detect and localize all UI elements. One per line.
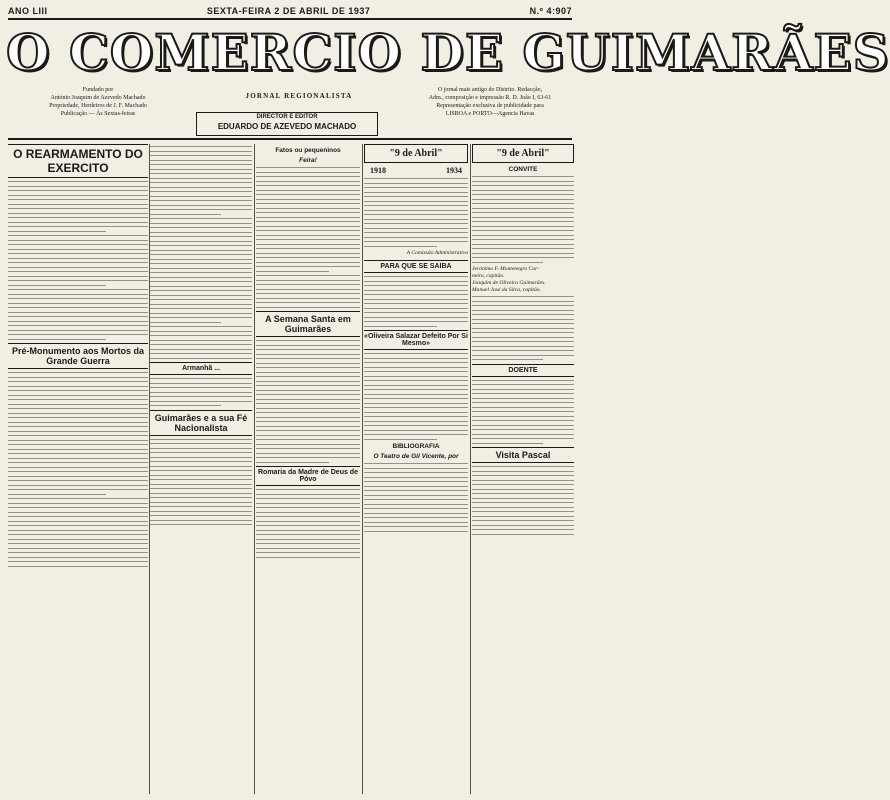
column-separator (470, 144, 471, 794)
article-headline: «Oliveira Salazar Defeito Por Si Mesmo» (364, 330, 468, 350)
right-note-4: LISBOA e PORTO—Agencia Havas (445, 111, 535, 117)
subhead-right (408, 86, 572, 118)
article-body (364, 178, 468, 247)
signer-line: Manuel José da Silva, capitão. (472, 287, 541, 293)
proprietors: Propriedade, Herdeiros de J. F. Machado (49, 103, 147, 109)
signer-line: neiro, capitão. (472, 273, 505, 279)
article-body (150, 378, 252, 406)
masthead-title: O COMERCIO DE GUIMARÃES (6, 23, 890, 82)
article-body (8, 372, 148, 567)
signoff: A Comissão Administrativa (406, 250, 468, 256)
director-label: DIRECTOR E EDITOR (256, 114, 318, 120)
director-box (196, 112, 378, 136)
publication-day: Publicação — Ás Sextas-feiras (60, 111, 136, 117)
article-kicker: O Teatro de Gil Vicente, por (373, 453, 459, 460)
article-headline: Pré-Monumento aos Mortos da Grande Guerra (8, 343, 148, 369)
article-headline: CONVITE (508, 166, 538, 173)
column-5 (472, 144, 574, 796)
year-start: 1918 (370, 166, 386, 175)
column-separator (362, 144, 363, 794)
article-body (472, 380, 574, 444)
article-body (256, 340, 360, 463)
article-body (472, 176, 574, 263)
signer-line: Joaquim de Oliveira Guimarães. (472, 280, 546, 286)
column-separator (254, 144, 255, 794)
article-body (364, 276, 468, 327)
date-line: SEXTA-FEIRA 2 DE ABRIL DE 1937 (206, 6, 371, 16)
article-headline: PARA QUE SE SAIBA (364, 260, 468, 273)
issue-number: N.º 4:907 (529, 6, 572, 16)
header-top-line (8, 4, 572, 20)
right-note-2: Adm., composição e impressão R. D. João I, 63-61 (428, 95, 552, 101)
article-body (472, 466, 574, 535)
article-headline: Romaria da Madre de Deus de Póvo (256, 466, 360, 486)
article-headline: A Semana Santa em Guimarães (256, 311, 360, 337)
date-box-row (364, 144, 468, 163)
article-body (150, 439, 252, 526)
years-row (364, 166, 468, 175)
right-note-1: O jornal mais antigo do Distrito. Redacção, (437, 87, 543, 93)
article-body (472, 296, 574, 360)
article-headline: Guimarães e a sua Fé Nacionalista (150, 410, 252, 436)
column-4 (364, 144, 468, 796)
article-headline: Visita Pascal (472, 447, 574, 463)
article-headline: BIBLIOGRAFIA (392, 443, 440, 450)
year-label: ANO LIII (8, 6, 48, 16)
column-3 (256, 144, 360, 796)
article-body (256, 167, 360, 308)
founded-label: Fundado por (82, 87, 114, 93)
year-end: 1934 (446, 166, 462, 175)
article-body (150, 146, 252, 359)
article-headline: DOENTE (472, 364, 574, 377)
article-kicker: Feira! (299, 157, 317, 164)
date-box: "9 de Abril" (364, 144, 468, 163)
founders: António Joaquim de Azevedo Machado (50, 95, 146, 101)
subhead-mid (194, 86, 404, 100)
signer-line: Jerónimo F. Montenegro Car- (472, 266, 540, 272)
date-box-row (472, 144, 574, 163)
article-body (8, 181, 148, 340)
right-note-3: Representação exclusiva de publicidade para (436, 103, 544, 109)
tagline: JORNAL REGIONALISTA (245, 92, 353, 100)
director-name: EDUARDO DE AZEVEDO MACHADO (217, 122, 357, 131)
article-body (364, 353, 468, 440)
column-1 (8, 144, 148, 796)
article-body (364, 463, 468, 532)
signers-block (472, 266, 574, 294)
header-rule (8, 138, 572, 140)
article-headline: Armanhã ... (150, 362, 252, 375)
article-headline: O REARMAMENTO DO EXERCITO (8, 144, 148, 178)
article-body (256, 489, 360, 558)
column-2 (150, 144, 252, 796)
subhead-left (8, 86, 188, 118)
article-headline: Fatos ou pequeninos (275, 147, 341, 154)
date-box: "9 de Abril" (472, 144, 574, 163)
